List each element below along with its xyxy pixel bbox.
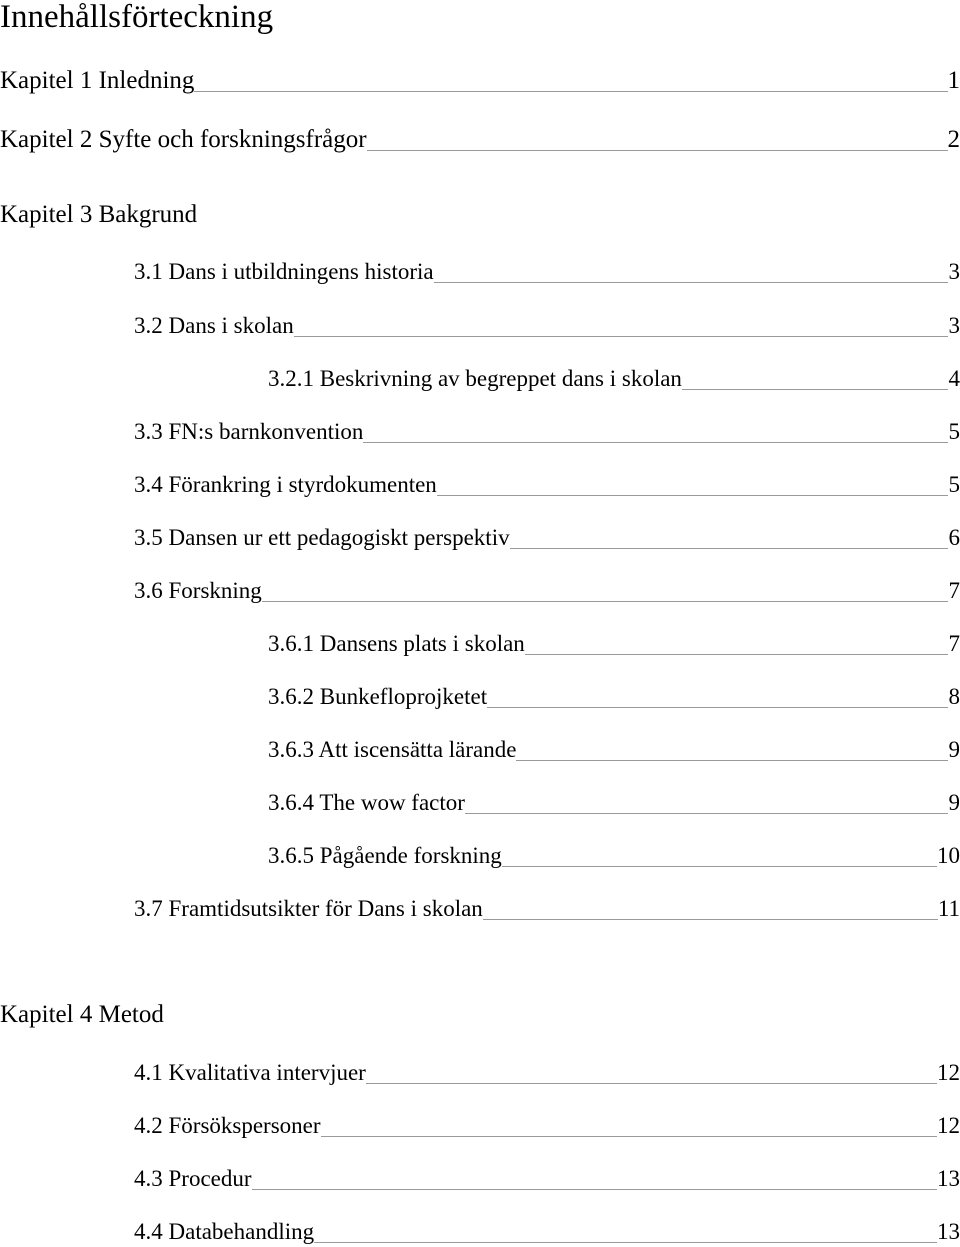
toc-entry-4-3[interactable] [134, 1164, 960, 1194]
toc-entry-label: 4.4 Databehandling [134, 1219, 315, 1244]
toc-leader-line [487, 707, 948, 708]
toc-entry-label: 3.7 Framtidsutsikter för Dans i skolan [134, 896, 483, 921]
toc-entry-label: 3.1 Dans i utbildningens historia [134, 259, 434, 284]
toc-leader-line [321, 1136, 937, 1137]
toc-entry-label: 3.2 Dans i skolan [134, 313, 294, 338]
toc-page-number: 2 [947, 126, 960, 153]
toc-entry-label: 3.6.4 The wow factor [268, 790, 465, 815]
toc-leader-line [194, 91, 947, 92]
toc-entry-3-6-5[interactable] [268, 841, 960, 871]
toc-page-number: 10 [937, 843, 960, 868]
toc-leader-line [314, 1242, 937, 1243]
toc-page-number: 4 [948, 366, 960, 391]
toc-entry-label: 3.4 Förankring i styrdokumenten [134, 472, 437, 497]
toc-leader-line [510, 548, 948, 549]
toc-heading-chapter-4[interactable] [0, 1000, 960, 1030]
toc-entry-3-7[interactable] [134, 894, 960, 924]
toc-leader-line [465, 813, 948, 814]
toc-entry-3-1[interactable] [134, 257, 960, 287]
toc-leader-line [516, 760, 948, 761]
toc-page-number: 13 [937, 1219, 960, 1244]
toc-entry-3-6-1[interactable] [268, 629, 960, 659]
toc-leader-line [525, 654, 948, 655]
toc-leader-line [483, 919, 938, 920]
toc-entry-label: 3.6.1 Dansens plats i skolan [268, 631, 525, 656]
toc-entry-4-4[interactable] [134, 1217, 960, 1247]
toc-page-number: 6 [948, 525, 960, 550]
toc-page-number: 8 [948, 684, 960, 709]
toc-leader-line [502, 866, 937, 867]
toc-entry-chapter-2[interactable] [0, 125, 960, 155]
toc-entry-label: 3.2.1 Beskrivning av begreppet dans i skolan [268, 366, 682, 391]
toc-entry-3-5[interactable] [134, 523, 960, 553]
toc-leader-line [366, 1083, 937, 1084]
toc-entry-label: 3.6.2 Bunkefloprojketet [268, 684, 488, 709]
toc-entry-3-4[interactable] [134, 470, 960, 500]
toc-leader-line [437, 495, 948, 496]
toc-page-number: 3 [948, 259, 960, 284]
toc-entry-label: 4.2 Försökspersoner [134, 1113, 321, 1138]
toc-entry-label: 3.5 Dansen ur ett pedagogiskt perspektiv [134, 525, 510, 550]
toc-leader-line [367, 150, 948, 151]
toc-page-number: 3 [948, 313, 960, 338]
toc-page-number: 7 [948, 578, 960, 603]
toc-page-number: 5 [948, 472, 960, 497]
toc-entry-label: Kapitel 3 Bakgrund [0, 201, 198, 228]
toc-entry-3-6-3[interactable] [268, 735, 960, 765]
toc-page-number: 11 [937, 896, 960, 921]
toc-page-number: 1 [947, 67, 960, 94]
toc-entry-label: Kapitel 4 Metod [0, 1001, 164, 1028]
toc-entry-4-2[interactable] [134, 1111, 960, 1141]
toc-heading-chapter-3[interactable] [0, 200, 960, 230]
toc-page-number: 7 [948, 631, 960, 656]
toc-leader-line [294, 336, 948, 337]
toc-leader-line [252, 1189, 937, 1190]
toc-leader-line [434, 282, 948, 283]
page-title: Innehållsförteckning [0, 0, 274, 35]
toc-entry-3-6-4[interactable] [268, 788, 960, 818]
toc-entry-label: Kapitel 2 Syfte och forskningsfrågor [0, 126, 367, 153]
toc-entry-3-2-1[interactable] [268, 364, 960, 394]
toc-page-number: 5 [948, 419, 960, 444]
toc-entry-3-3[interactable] [134, 417, 960, 447]
toc-entry-label: 3.6.3 Att iscensätta lärande [268, 737, 517, 762]
toc-page-number: 12 [937, 1060, 960, 1085]
toc-entry-label: 4.1 Kvalitativa intervjuer [134, 1060, 366, 1085]
toc-entry-label: 4.3 Procedur [134, 1166, 252, 1191]
toc-page-number: 13 [937, 1166, 960, 1191]
toc-entry-3-6[interactable] [134, 576, 960, 606]
toc-entry-label: 3.3 FN:s barnkonvention [134, 419, 364, 444]
toc-entry-label: Kapitel 1 Inledning [0, 67, 195, 94]
toc-page-number: 9 [948, 737, 960, 762]
toc-entry-4-1[interactable] [134, 1058, 960, 1088]
toc-entry-3-6-2[interactable] [268, 682, 960, 712]
toc-leader-line [363, 442, 948, 443]
toc-leader-line [262, 601, 948, 602]
toc-leader-line [682, 389, 948, 390]
toc-entry-label: 3.6 Forskning [134, 578, 262, 603]
toc-entry-label: 3.6.5 Pågående forskning [268, 843, 502, 868]
toc-entry-chapter-1[interactable] [0, 66, 960, 96]
toc-page-number: 9 [948, 790, 960, 815]
toc-page-number: 12 [937, 1113, 960, 1138]
toc-entry-3-2[interactable] [134, 311, 960, 341]
